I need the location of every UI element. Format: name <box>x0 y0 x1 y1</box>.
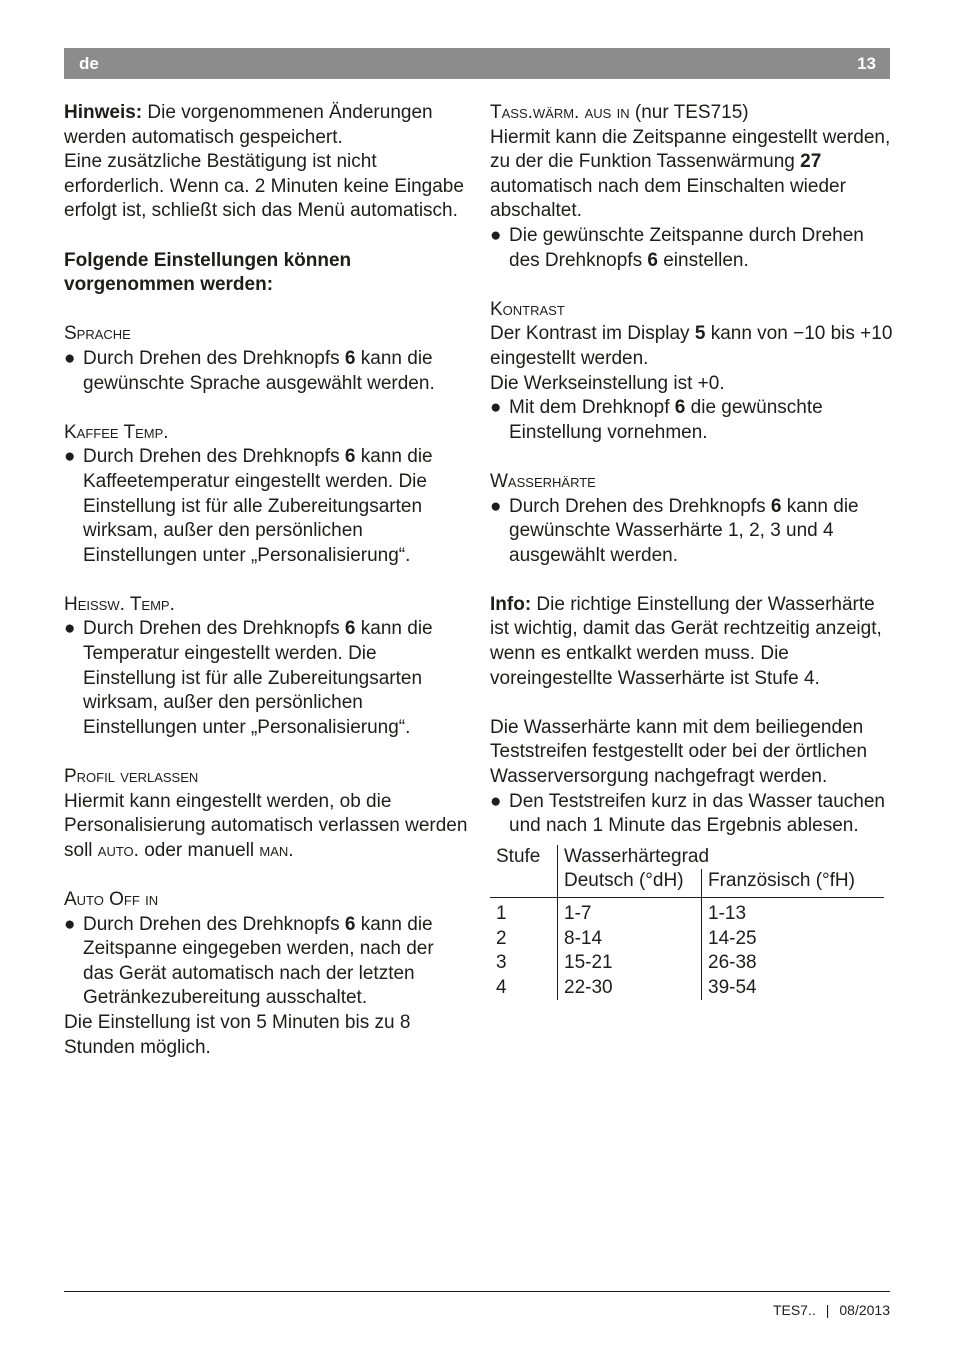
section-title-heissw: Heissw. Temp. <box>64 593 175 615</box>
section-title-sprache: Sprache <box>64 323 131 345</box>
list-item: ● Durch Drehen des Drehknopfs 6 kann die gewünschte Sprache ausgewählt werden. <box>64 347 435 394</box>
table-header-stufe: Stufe <box>496 845 541 867</box>
language-code: de <box>79 54 99 73</box>
hinweis-paragraph <box>64 101 468 150</box>
water-hardness-table <box>490 845 884 1001</box>
footer-model: TES7.. <box>772 1302 816 1318</box>
hinweis-label: Hinweis: <box>64 102 143 123</box>
table-row: 1 1-7 1-13 <box>490 898 884 927</box>
info-label: Info: <box>490 593 532 615</box>
bullet-icon: ● <box>64 618 76 640</box>
table-header-fr: Französisch (°fH) <box>702 869 885 897</box>
bullet-icon: ● <box>490 224 502 246</box>
list-item: ● Mit dem Drehknopf 6 die gewünschte Einstellung vornehmen. <box>490 397 823 443</box>
section-title-kontrast: Kontrast <box>490 298 565 320</box>
list-item: ● Durch Drehen des Drehknopfs 6 kann die Kaffeetemperatur eingestellt werden. Die Einstellung ist für alle Zubereitungsarten wirksam, außer den persönlichen Einstellungen unter „Personalisierung“. <box>64 446 433 566</box>
table-row: 2 8-14 14-25 <box>490 927 884 952</box>
kontrast-text-2: Die Werkseinstellung ist +0. <box>490 372 725 394</box>
bullet-icon: ● <box>64 347 76 369</box>
footer-date: 08/2013 <box>839 1302 890 1318</box>
table-row: 4 22-30 39-54 <box>490 976 884 1001</box>
right-column <box>490 101 894 1000</box>
autooff-text: Die Einstellung ist von 5 Minuten bis zu 8 Stunden möglich. <box>64 1011 411 1058</box>
page-number: 13 <box>857 54 876 73</box>
table-header-row <box>490 845 884 870</box>
table-header-de: Deutsch (°dH) <box>558 869 702 897</box>
info-paragraph: Info: Die richtige Einstellung der Wasserhärte ist wichtig, damit das Gerät rechtzeitig anzeigt, wenn es entkalkt werden muss. Die voreingestellte Wasserhärte ist Stufe 4. <box>490 593 882 689</box>
tass-text: Hiermit kann die Zeitspanne eingestellt werden, zu der die Funktion Tassenwärmung 27 automatisch nach dem Einschalten wieder abschaltet. <box>490 126 891 222</box>
section-title-autooff: Auto Off in <box>64 889 159 910</box>
list-item: ● Durch Drehen des Drehknopfs 6 kann die gewünschte Wasserhärte 1, 2, 3 und 4 ausgewählt werden. <box>490 495 859 566</box>
section-title-wasser: Wasserhärte <box>490 470 596 492</box>
kontrast-text: Der Kontrast im Display 5 kann von −10 bis +10 eingestellt werden. <box>490 323 893 369</box>
section-title-profil: Profil verlassen <box>64 766 199 788</box>
list-item: ● Durch Drehen des Drehknopfs 6 kann die Temperatur eingestellt werden. Die Einstellung ist für alle Zubereitungsarten wirksam, außer den persönlichen Einstellungen unter „Personalisierung“. <box>64 618 433 738</box>
section-title-kaffee: Kaffee Temp. <box>64 421 169 443</box>
bullet-icon: ● <box>490 495 502 517</box>
list-item: ● Den Teststreifen kurz in das Wasser tauchen und nach 1 Minute das Ergebnis ablesen. <box>490 790 885 837</box>
bullet-icon: ● <box>64 446 76 468</box>
hinweis-paragraph-2: Eine zusätzliche Bestätigung ist nicht erforderlich. Wenn ca. 2 Minuten keine Eingabe erfolgt ist, schließt sich das Menü automatisch. <box>64 151 464 222</box>
list-item: ● Durch Drehen des Drehknopfs 6 kann die Zeitspanne eingegeben werden, nach der das Gerät automatisch nach der letzten Getränkezubereitung ausschaltet. <box>64 913 434 1009</box>
section-title-tass: Tass.wärm. aus in (nur TES715) <box>490 102 749 123</box>
table-header-grad: Wasserhärtegrad <box>558 845 885 870</box>
profil-text: Hiermit kann eingestellt werden, ob die Personalisierung automatisch verlassen werden soll auto. oder manuell man. <box>64 790 468 861</box>
footer-divider <box>64 1291 890 1292</box>
settings-heading: Folgende Einstellungen können vorgenommen werden: <box>64 249 352 296</box>
test-text: Die Wasserhärte kann mit dem beiliegenden Teststreifen festgestellt oder bei der örtlichen Wasserversorgung nachgefragt werden. <box>490 716 868 788</box>
left-column <box>64 101 468 1060</box>
hinweis-text: Die vorgenommenen Änderungen werden automatisch gespeichert. <box>64 102 433 148</box>
list-item: ● Die gewünschte Zeitspanne durch Drehen des Drehknopfs 6 einstellen. <box>490 224 864 271</box>
footer <box>773 1298 890 1323</box>
footer-separator: | <box>825 1302 830 1318</box>
header-bar <box>64 48 890 79</box>
bullet-icon: ● <box>490 790 502 812</box>
table-row: 3 15-21 26-38 <box>490 951 884 976</box>
bullet-icon: ● <box>490 397 502 419</box>
bullet-icon: ● <box>64 913 76 935</box>
table-subheader-row <box>490 869 884 897</box>
